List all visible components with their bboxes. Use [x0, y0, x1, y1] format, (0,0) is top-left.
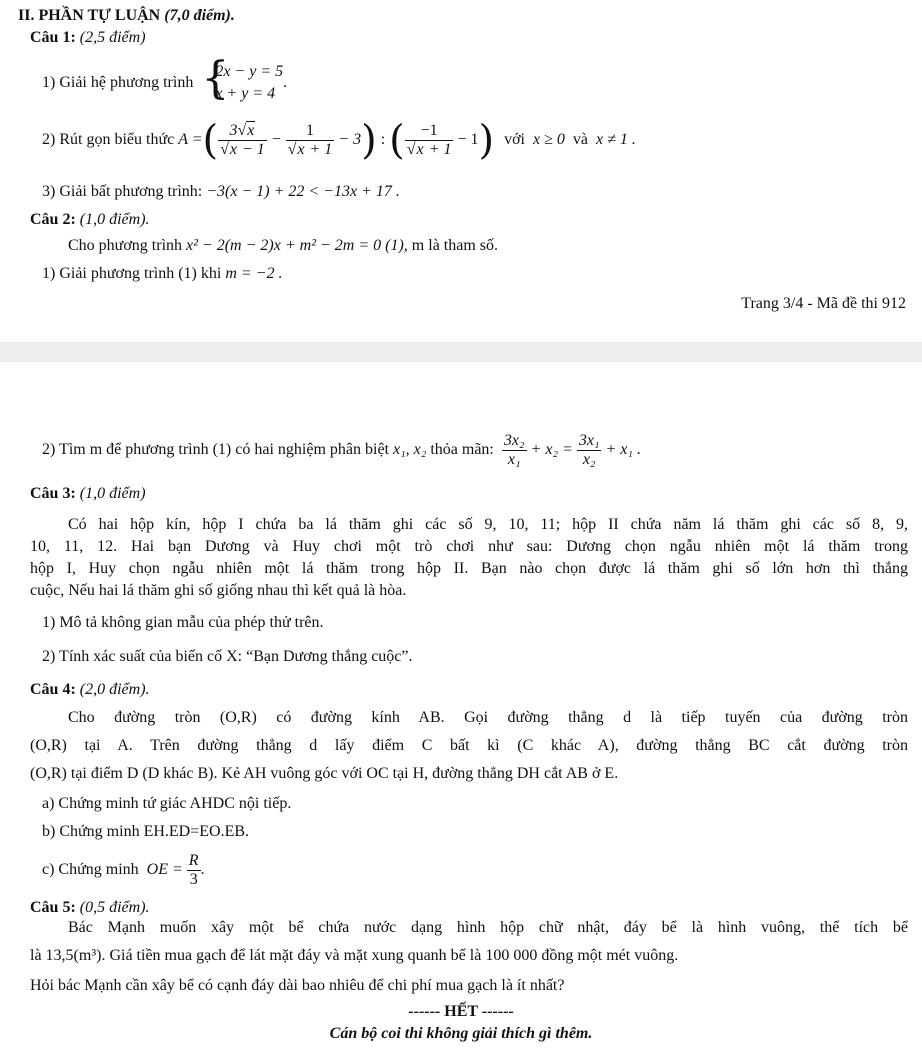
brace-icon: { — [201, 53, 230, 105]
question-1-heading — [30, 28, 146, 48]
q4-paragraph-line-3: (O,R) tại điểm D (D khác B). Kẻ AH vuông góc với OC tại H, đường thẳng DH cắt AB ở E. — [30, 765, 619, 782]
q2-parameter-note: m là tham số. — [411, 237, 499, 254]
q4-item-c-formula: OE = — [146, 861, 187, 878]
equation-system — [201, 53, 284, 105]
question-5-points: (0,5 điểm). — [75, 899, 150, 916]
q3-paragraph-line-3: hộp I, Huy chọn ngẫu nhiên một lá thăm trong hộp II. Bạn nào chọn được lá thăm ghi số lớn hơn thì thắng — [30, 560, 908, 577]
part-points: (7,0 điểm). — [160, 7, 235, 24]
q2-fraction-left: $\frac{\text{3x₂}}{\text{x₁}}$ — [503, 431, 525, 468]
fraction-2: $\frac{1}{√x + 1}$ — [287, 121, 333, 158]
question-5-label: Câu 5: — [30, 899, 76, 916]
q2-intro-text: Cho phương trình — [68, 237, 183, 254]
q2-roots: x₁, x₂ — [393, 441, 427, 458]
question-2-label: Câu 2: — [30, 211, 76, 228]
q2-fraction-right: $\frac{\text{3x₁}}{\text{x₂}}$ — [578, 431, 600, 468]
q3-paragraph-line-2: 10, 11, 12. Hai bạn Dương và Huy chơi một trò chơi như sau: Dương chọn ngẫu nhiên một lá thăm trong — [30, 538, 908, 555]
q3-paragraph-line-4: cuộc, Nếu hai lá thăm ghi số giống nhau thì kết quả là hòa. — [30, 582, 407, 599]
q1-item-1: 1) Giải hệ phương trình { 2x − y = 5 x + y = 4 . — [42, 53, 288, 105]
q1-item-3 — [42, 182, 400, 202]
question-3-points: (1,0 điểm) — [75, 485, 146, 502]
question-4-label: Câu 4: — [30, 681, 76, 698]
q5-paragraph-line-2: là 13,5(m³). Giá tiền mua gạch để lát mặt đáy và mặt xung quanh bể là 100 000 đồng một mét vuông. — [30, 947, 679, 964]
q2-item-1-text: 1) Giải phương trình (1) khi — [42, 265, 222, 282]
question-4-points: (2,0 điểm). — [75, 681, 150, 698]
q1-inequality: −3(x − 1) + 22 < −13x + 17 . — [206, 183, 400, 200]
question-4-heading — [30, 680, 150, 700]
q4-paragraph-line-1: Cho đường tròn (O,R) có đường kính AB. Gọi đường thẳng d là tiếp tuyến của đường tròn — [68, 709, 908, 726]
q2-item-2-text: 2) Tìm m để phương trình (1) có hai nghiệm phân biệt — [42, 441, 389, 458]
q4-fraction: $\frac{R}{3}$ — [188, 851, 199, 888]
condition-1: x ≥ 0 — [532, 131, 565, 148]
q1-item-2-text: 2) Rút gọn biểu thức — [42, 131, 175, 148]
fraction-3: $\frac{-1}{√x + 1}$ — [406, 121, 452, 158]
question-3-heading — [30, 484, 146, 504]
q2-item-1 — [42, 264, 282, 284]
q5-paragraph-line-1: Bác Mạnh muốn xây một bể chứa nước dạng hình hộp chữ nhật, đáy bể là hình vuông, thể tích bể — [68, 919, 908, 936]
expression-A: A = — [178, 131, 203, 148]
q2-item-1-value: m = −2 . — [225, 265, 283, 282]
question-2-points: (1,0 điểm). — [75, 211, 150, 228]
q4-item-c-text: c) Chứng minh — [42, 861, 139, 878]
question-5-heading — [30, 898, 150, 918]
q2-equation: x² − 2(m − 2)x + m² − 2m = 0 (1), — [186, 237, 408, 254]
q4-item-c: c) Chứng minh OE = $\frac{R}{3}$ . — [42, 851, 205, 888]
system-eq-2: x + y = 4 — [215, 85, 276, 103]
fraction-1: $\frac{3√x}{√x - 1}$ — [220, 121, 265, 158]
question-2-heading — [30, 210, 150, 230]
part-title: II. PHẦN TỰ LUẬN — [18, 7, 161, 24]
end-note: Cán bộ coi thi không giải thích gì thêm. — [329, 1025, 593, 1042]
page-break — [0, 342, 922, 362]
q1-item-2: 2) Rút gọn biểu thức A =( $\frac{3√x}{√x - 1}$ − $\frac{1}{√x + 1}$ − 3) : ( $\frac{-1}{√x + 1}$ − 1) với x ≥ 0 và x ≠ 1 . — [42, 117, 636, 164]
q3-item-1: 1) Mô tả không gian mẫu của phép thử trên. — [42, 614, 324, 631]
condition-and: và — [572, 131, 588, 148]
system-eq-1: 2x − y = 5 — [215, 63, 284, 81]
question-1-points: (2,5 điểm) — [75, 29, 146, 46]
q4-paragraph-line-2: (O,R) tại A. Trên đường thẳng d lấy điểm C bất kì (C khác A), đường thẳng BC cắt đường tròn — [30, 737, 908, 754]
question-3-label: Câu 3: — [30, 485, 76, 502]
page-footer: Trang 3/4 - Mã đề thi 912 — [741, 295, 906, 312]
q2-item-2: 2) Tìm m để phương trình (1) có hai nghiệm phân biệt x₁, x₂ thỏa mãn: $\frac{\text{3x₂}}{\text{x₁}}$ + x₂ = $\frac{\text{3x₁}}{\text{x₂}}$ + x₁ . — [42, 431, 641, 468]
condition-with: với — [504, 131, 525, 148]
end-mark: ------ HẾT ------ — [408, 1003, 514, 1020]
q4-item-b: b) Chứng minh EH.ED=EO.EB. — [42, 823, 250, 840]
q1-item-3-text: 3) Giải bất phương trình: — [42, 183, 203, 200]
condition-2: x ≠ 1 . — [595, 131, 636, 148]
q3-paragraph-line-1: Có hai hộp kín, hộp I chứa ba lá thăm ghi các số 9, 10, 11; hộp II chứa năm lá thăm ghi các số 8, 9, — [68, 516, 908, 533]
part-heading — [18, 6, 235, 26]
q3-item-2: 2) Tính xác suất của biến cố X: “Bạn Dương thắng cuộc”. — [42, 648, 413, 665]
q4-item-a: a) Chứng minh tứ giác AHDC nội tiếp. — [42, 795, 292, 812]
question-1-label: Câu 1: — [30, 29, 76, 46]
q5-paragraph-line-3: Hỏi bác Mạnh cần xây bể có cạnh đáy dài bao nhiêu để chi phí mua gạch là ít nhất? — [30, 977, 565, 994]
q1-item-1-text: 1) Giải hệ phương trình — [42, 74, 194, 91]
q2-condition-text: thỏa mãn: — [430, 441, 494, 458]
q2-intro — [68, 236, 498, 256]
